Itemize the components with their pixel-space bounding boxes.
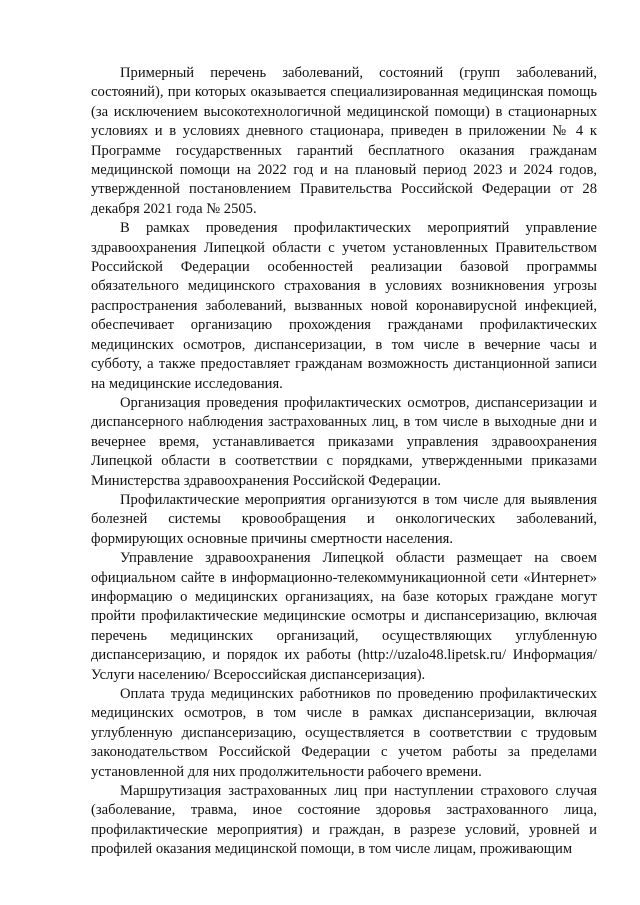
document-body: [91, 64, 597, 860]
paragraph-disease-detection: Профилактические мероприятия организуются в том числе для выявления болезней системы кровообращения и онкологических заболеваний, формирующих основные причины смертности населения.: [91, 491, 597, 547]
paragraph-website-information: Управление здравоохранения Липецкой области размещает на своем официальном сайте в информационно-телекоммуникационной сети «Интернет» информацию о медицинских организациях, на базе которых граждане могут пройти профилактические медицинские осмотры и диспансеризацию, включая перечень медицинских организаций, осуществляющих углубленную диспансеризацию, и порядок их работы (http://uzalo48.lipetsk.ru/ Информация/ Услуги населению/ Всероссийская диспансеризация).: [91, 550, 597, 683]
paragraph-specialized-care-list: Примерный перечень заболеваний, состояний (групп заболеваний, состояний), при которых оказывается специализированная медицинская помощь (за исключением высокотехнологичной медицинской помощи) в стационарных условиях и в условиях дневного стационара, приведен в приложении № 4 к Программе государственных гарантий бесплатного оказания гражданам медицинской помощи на 2022 год и на плановый период 2023 и 2024 годов, утвержденной постановлением Правительства Российской Федерации от 28 декабря 2021 года № 2505.: [91, 65, 597, 217]
paragraph-staff-payment: Оплата труда медицинских работников по проведению профилактических медицинских осмотров, в том числе в рамках диспансеризации, включая углубленную диспансеризацию, осуществляется в соответствии с трудовым законодательством Российской Федерации с учетом работы за пределами установленной для них продолжительности рабочего времени.: [91, 686, 597, 780]
paragraph-patient-routing: Маршрутизация застрахованных лиц при наступлении страхового случая (заболевание, травма, иное состояние здоровья застрахованного лица, профилактические мероприятия) и граждан, в разрезе условий, уровней и профилей оказания медицинской помощи, в том числе лицам, проживающим: [91, 783, 597, 858]
paragraph-checkup-organization: Организация проведения профилактических осмотров, диспансеризации и диспансерного наблюдения застрахованных лиц, в том числе в выходные дни и вечернее время, устанавливается приказами управления здравоохранения Липецкой области в соответствии с порядками, утвержденными приказами Министерства здравоохранения Российской Федерации.: [91, 394, 597, 489]
paragraph-preventive-measures: В рамках проведения профилактических мероприятий управление здравоохранения Липецкой области с учетом установленных Правительством Российской Федерации особенностей реализации базовой программы обязательного медицинского страхования в условиях возникновения угрозы распространения заболеваний, вызванных новой коронавирусной инфекцией, обеспечивает организацию прохождения гражданами профилактических медицинских осмотров, диспансеризации, в том числе в вечерние часы и субботу, а также предоставляет гражданам возможность дистанционной записи на медицинские исследования.: [91, 220, 597, 392]
